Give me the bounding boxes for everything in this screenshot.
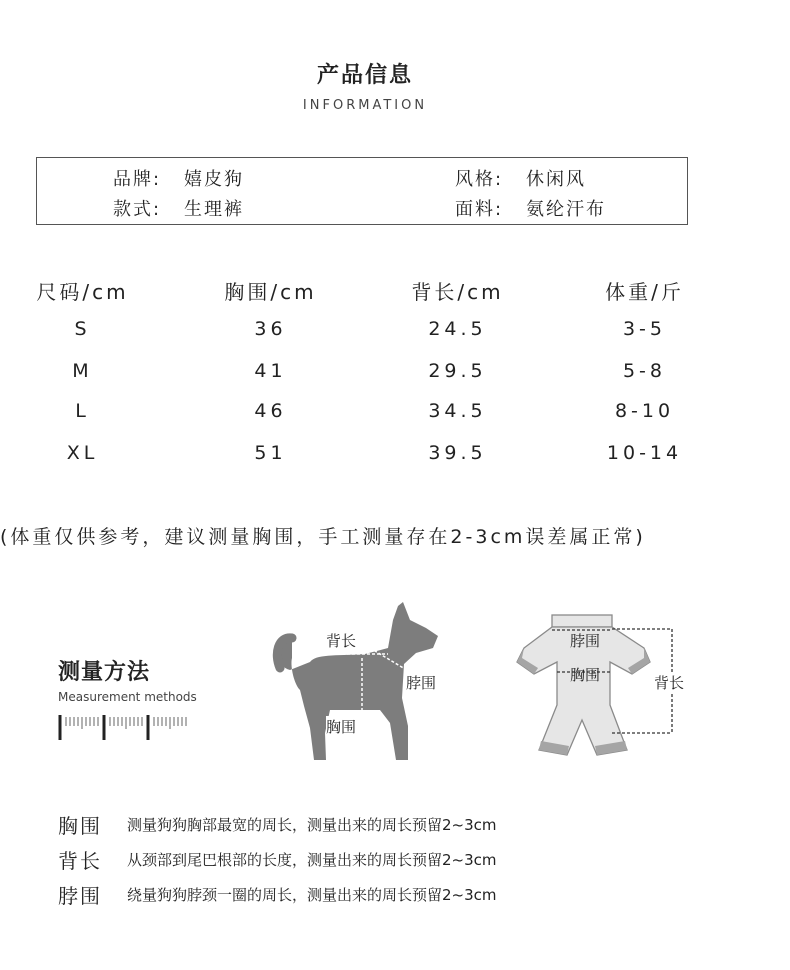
table-cell: XL xyxy=(66,442,99,464)
style-label: 风格: xyxy=(455,169,504,190)
garment-neck-label: 脖围 xyxy=(570,632,601,650)
garment-chest-label: 胸围 xyxy=(570,666,601,684)
method-term: 胸围 xyxy=(58,814,102,838)
dog-back-label: 背长 xyxy=(326,632,357,650)
table-cell: 24.5 xyxy=(428,318,487,340)
method-desc: 绕量狗狗脖颈一圈的周长，测量出来的周长预留2~3cm xyxy=(127,886,497,904)
table-cell: 34.5 xyxy=(428,400,487,422)
garment-back-label: 背长 xyxy=(654,674,685,692)
dog-chest-label: 胸围 xyxy=(326,718,357,736)
table-cell: 3-5 xyxy=(622,318,667,340)
table-cell: 5-8 xyxy=(622,360,667,382)
table-cell: 10-14 xyxy=(606,442,683,464)
fabric-label: 面料: xyxy=(455,199,504,220)
table-cell: 51 xyxy=(254,442,287,464)
method-desc: 测量狗狗胸部最宽的周长，测量出来的周长预留2~3cm xyxy=(127,816,497,834)
table-header: 胸围/cm xyxy=(224,280,317,304)
method-term: 脖围 xyxy=(58,884,102,908)
type-value: 生理裤 xyxy=(184,199,244,220)
brand-label: 品牌: xyxy=(113,169,162,190)
dog-neck-label: 脖围 xyxy=(406,674,437,692)
table-header: 尺码/cm xyxy=(36,280,129,304)
style-value: 休闲风 xyxy=(526,169,586,190)
table-cell: 36 xyxy=(254,318,287,340)
ruler-icon xyxy=(58,714,190,742)
table-header: 体重/斤 xyxy=(605,280,684,304)
table-cell: 46 xyxy=(254,400,287,422)
table-cell: L xyxy=(75,400,90,422)
table-cell: 8-10 xyxy=(614,400,675,422)
table-cell: 39.5 xyxy=(428,442,487,464)
measurement-note: (体重仅供参考，建议测量胸围，手工测量存在2-3cm误差属正常) xyxy=(0,526,646,548)
type-label: 款式: xyxy=(113,199,162,220)
table-header: 背长/cm xyxy=(411,280,504,304)
method-desc: 从颈部到尾巴根部的长度，测量出来的周长预留2~3cm xyxy=(127,851,497,869)
methods-subtitle: Measurement methods xyxy=(58,690,197,704)
page-subtitle: INFORMATION xyxy=(302,98,428,113)
table-cell: S xyxy=(74,318,91,340)
table-cell: M xyxy=(72,360,93,382)
fabric-value: 氨纶汗布 xyxy=(526,199,606,220)
page-title: 产品信息 xyxy=(316,63,413,88)
table-cell: 29.5 xyxy=(428,360,487,382)
brand-value: 嬉皮狗 xyxy=(184,169,244,190)
method-term: 背长 xyxy=(58,849,102,873)
methods-title: 测量方法 xyxy=(58,660,151,685)
table-cell: 41 xyxy=(254,360,287,382)
